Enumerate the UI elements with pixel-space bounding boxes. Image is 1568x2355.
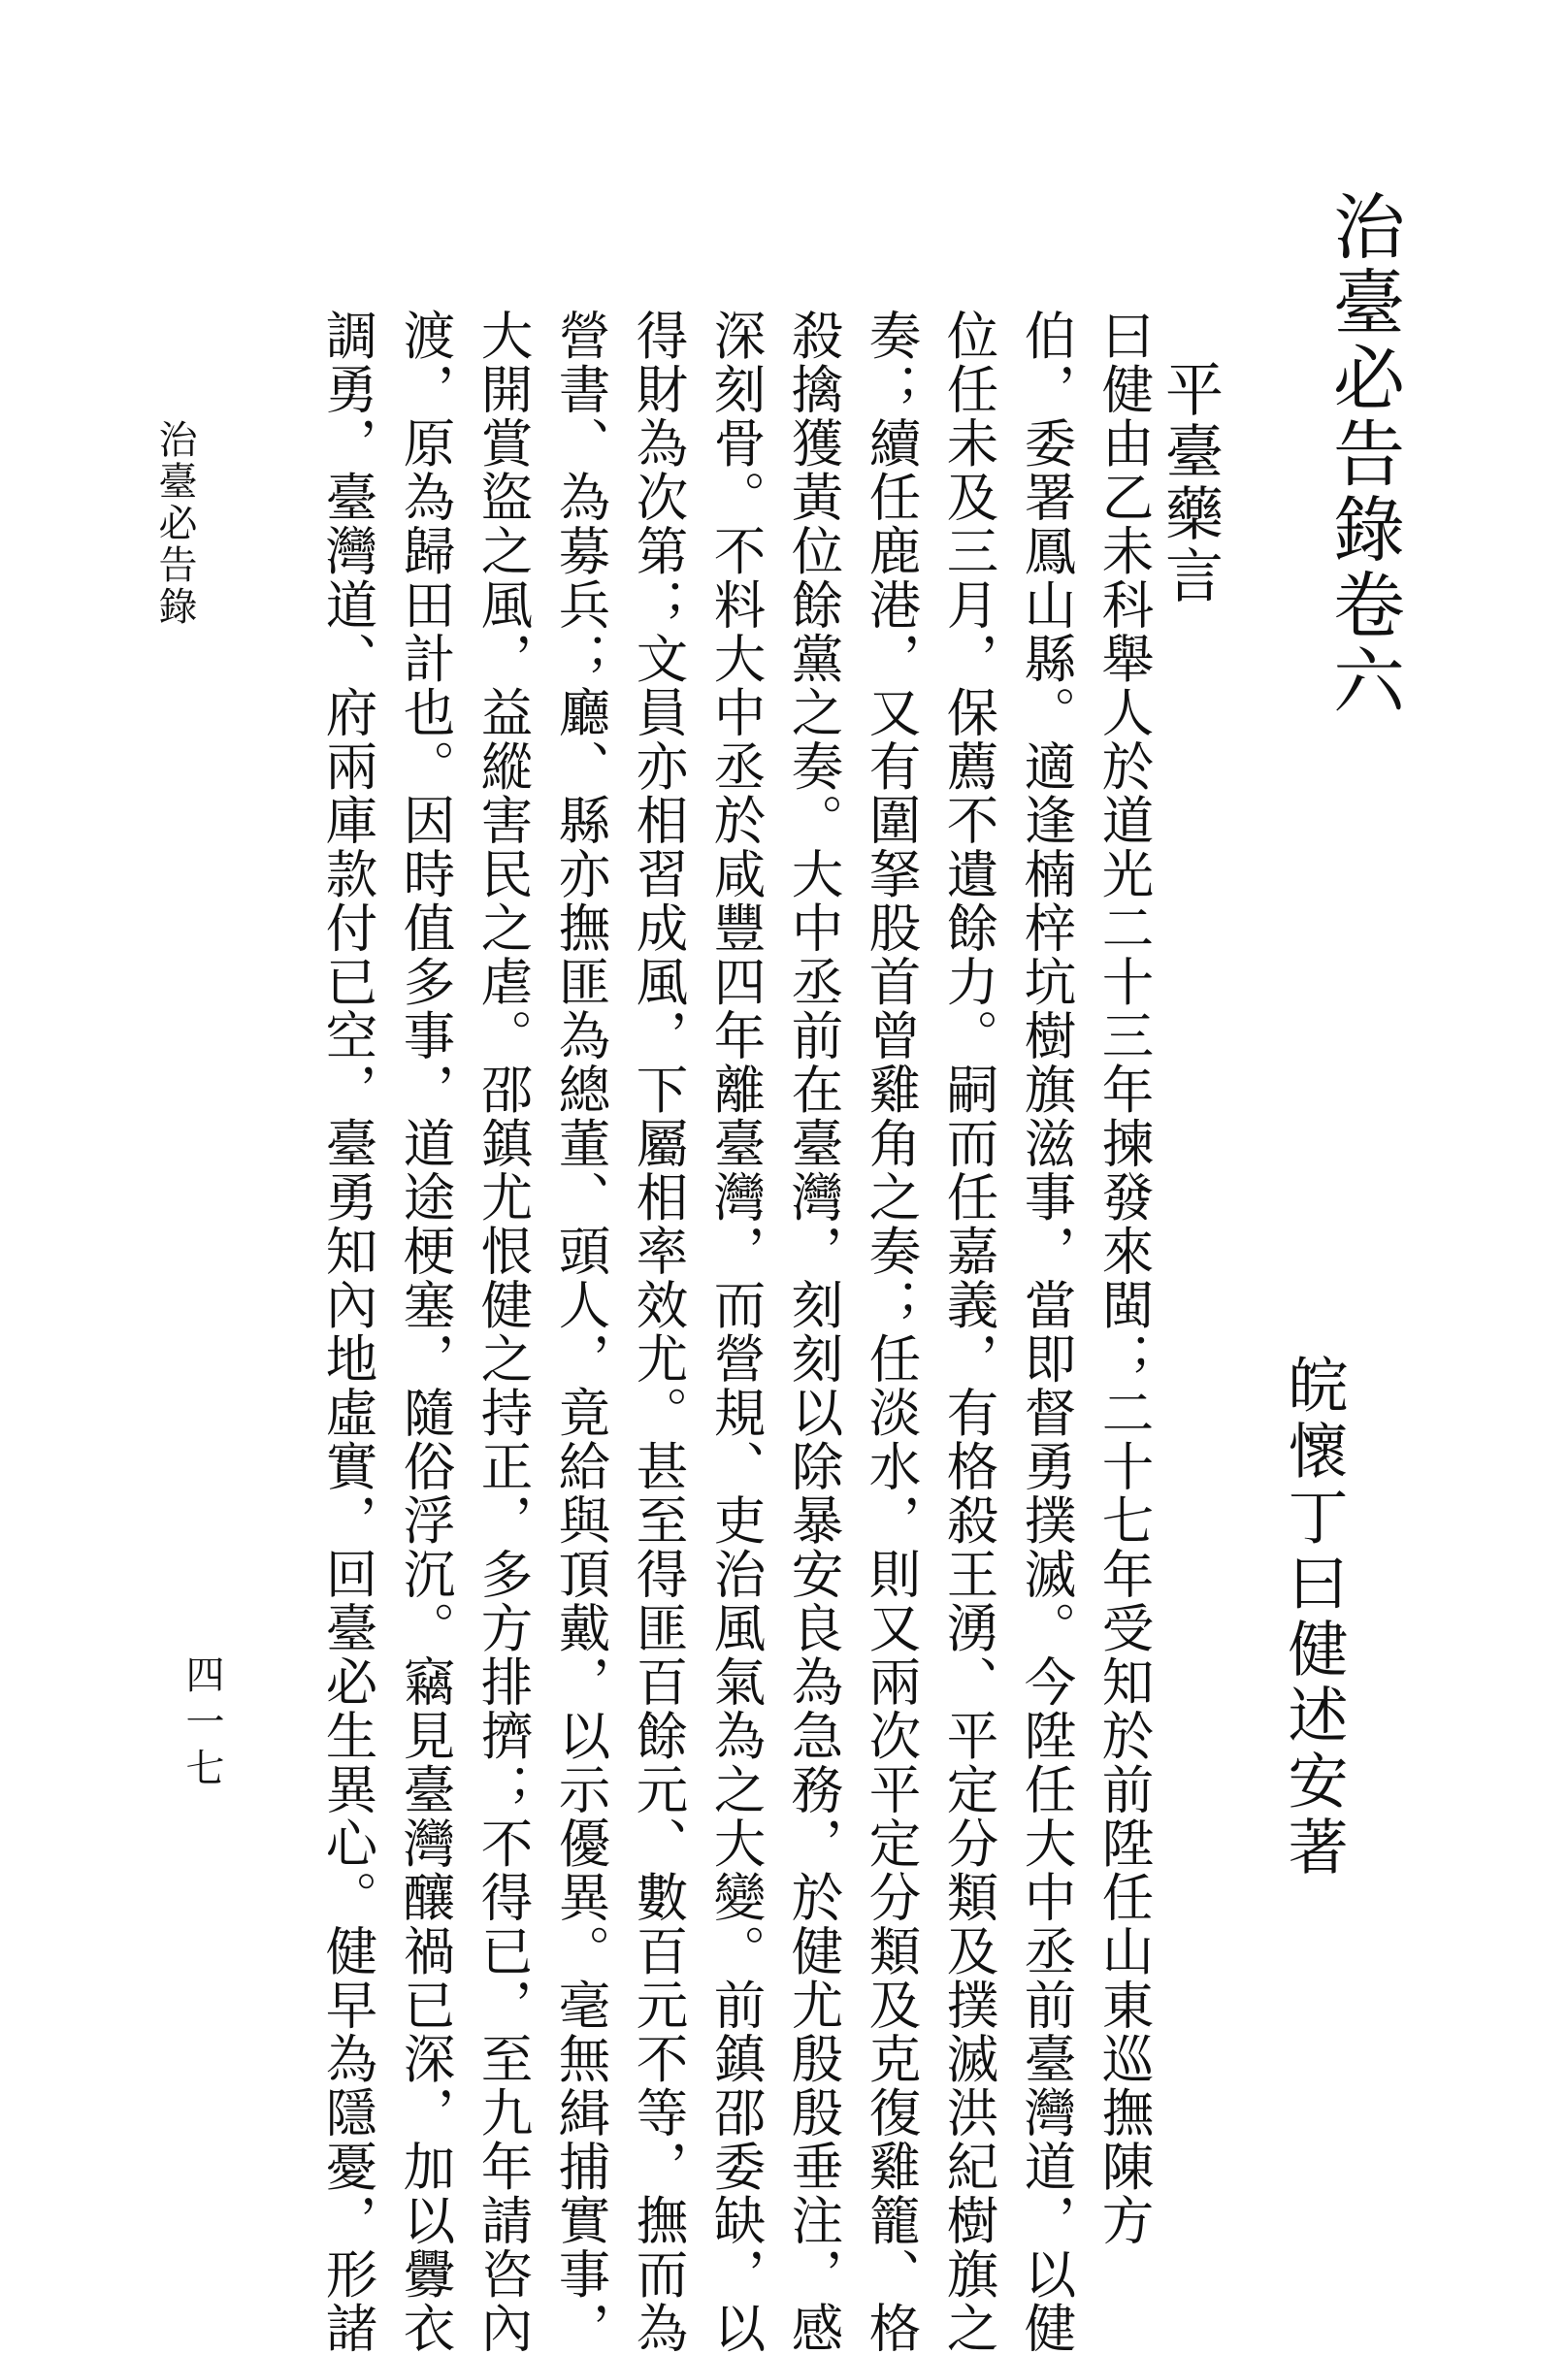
body-line: 渡，原為歸田計也。因時值多事，道途梗塞，隨俗浮沉。竊見臺灣釀禍已深，加以釁衣: [395, 309, 456, 2355]
page-number: 四一七: [180, 1654, 224, 1794]
body-line: 伯，委署鳳山縣。適逢楠梓坑樹旗滋事，當即督勇撲滅。今陞任大中丞前臺灣道，以健: [1016, 309, 1077, 2355]
section-title: 平臺藥言: [1156, 359, 1224, 607]
body-line: 大開賞盜之風，益縱害民之虐。邵鎮尤恨健之持正，多方排擠；不得已，至九年請咨內: [473, 309, 534, 2355]
body-line: 殺擒獲黃位餘黨之奏。大中丞前在臺灣，刻刻以除暴安良為急務，於健尤殷殷垂注，感: [783, 309, 844, 2355]
body-line: 奏；續任鹿港，又有圍拏股首曾雞角之奏；任淡水，則又兩次平定分類及克復雞籠、格: [861, 309, 922, 2355]
body-line: 調勇，臺灣道、府兩庫款付已空，臺勇知內地虛實，回臺必生異心。健早為隱憂，形諸: [317, 309, 378, 2355]
body-line: 得財為次第；文員亦相習成風，下屬相率效尤。甚至得匪百餘元、數百元不等，撫而為: [628, 309, 689, 2355]
body-line: 曰健由乙未科舉人於道光二十三年揀發來閩；二十七年受知於前陞任山東巡撫陳方: [1094, 309, 1155, 2247]
running-head: 治臺必告錄: [152, 419, 197, 628]
body-line: 營書、為募兵；廳、縣亦撫匪為總董、頭人，竟給與頂戴，以示優異。毫無緝捕實事，: [550, 309, 611, 2355]
body-line: 位任未及三月，保薦不遺餘力。嗣而任嘉義，有格殺王湧、平定分類及撲滅洪紀樹旗之: [938, 309, 999, 2355]
book-title: 治臺必告錄卷六: [1322, 189, 1405, 719]
body-text: [245, 309, 1162, 2355]
body-line: 深刻骨。不料大中丞於咸豐四年離臺灣，而營規、吏治風氣為之大變。前鎮邵委缺，以: [705, 309, 767, 2355]
author-line: 皖懷丁曰健述安著: [1278, 1354, 1349, 1881]
